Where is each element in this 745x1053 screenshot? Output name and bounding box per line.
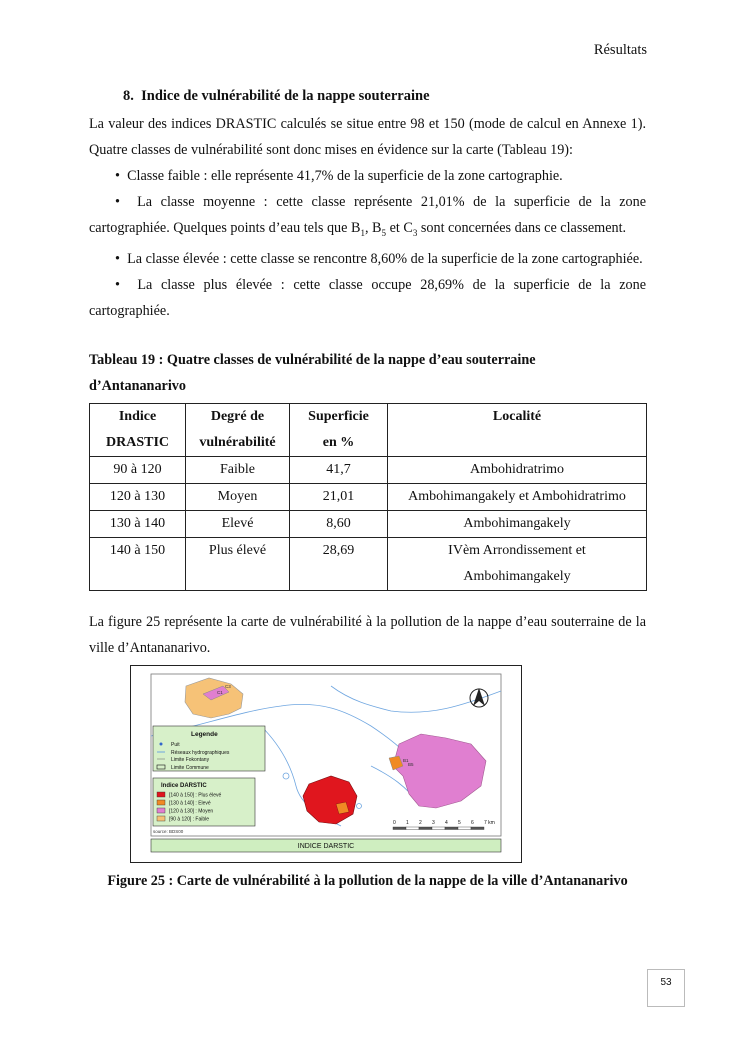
bullet-dot-icon: •	[115, 276, 138, 293]
index-item: [120 à 130] : Moyen	[169, 808, 214, 815]
legend-item: Puit	[171, 742, 180, 748]
cell-degre: Plus élevé	[186, 538, 290, 591]
scale-label: 2	[419, 820, 422, 826]
figure-intro-paragraph: La figure 25 représente la carte de vulnérabilité à la pollution de la nappe d’eau souterraine de la ville d’Antananarivo.	[89, 614, 646, 656]
cell-localite: Ambohidratrimo	[388, 457, 647, 484]
subscript: 5	[381, 227, 387, 238]
bullet-item-moyenne	[89, 189, 646, 246]
cell-superficie: 41,7	[290, 457, 388, 484]
index-swatch	[157, 816, 165, 821]
bullet-text: , B	[364, 220, 382, 236]
scale-segment	[406, 827, 419, 830]
scale-label: 4	[445, 820, 448, 826]
table-caption: Tableau 19 : Quatre classes de vulnérabilité de la nappe d’eau souterraine d’Antananarivo	[89, 352, 536, 394]
cell-superficie: 28,69	[290, 538, 388, 591]
index-item: [140 à 150] : Plus élevé	[169, 792, 222, 799]
legend-item: Limite Commune	[171, 765, 209, 771]
scale-segment	[432, 827, 445, 830]
index-swatch	[157, 792, 165, 797]
page-number: 53	[647, 969, 685, 1007]
col-header-indice: Indice DRASTIC	[90, 404, 186, 457]
table-row	[90, 511, 647, 538]
cell-localite: IVèm Arrondissement et Ambohimangakely	[388, 538, 647, 591]
bullet-text: La classe plus élevée : cette classe occupe 28,69% de la superficie de la zone cartographiée.	[89, 276, 646, 319]
well-label: B1	[403, 758, 409, 763]
scale-label: 7 km	[484, 820, 495, 826]
bullet-text: Classe faible : elle représente 41,7% de la superficie de la zone cartographie.	[127, 168, 563, 184]
legend-item: Limite Fokontany	[171, 757, 210, 763]
bullet-dot-icon: •	[115, 250, 128, 267]
section-heading	[123, 88, 430, 105]
table-row	[90, 484, 647, 511]
subscript: 3	[412, 227, 418, 238]
bullet-dot-icon: •	[115, 194, 138, 210]
bullet-text: La classe moyenne : cette classe représente 21,01% de la superficie de la zone cartographiée. Quelques points d’eau tels que B	[89, 194, 647, 236]
bullet-text: sont concernées dans ce classement.	[417, 220, 627, 236]
scale-label: 5	[458, 820, 461, 826]
map-svg	[131, 666, 521, 862]
table-row	[90, 538, 647, 591]
vulnerability-map	[130, 665, 522, 863]
cell-degre: Elevé	[186, 511, 290, 538]
cell-indice: 130 à 140	[90, 511, 186, 538]
vulnerability-table	[89, 403, 647, 591]
scale-label: 3	[432, 820, 435, 826]
table-row	[90, 457, 647, 484]
cell-indice: 90 à 120	[90, 457, 186, 484]
table-header-row	[90, 404, 647, 457]
cell-degre: Moyen	[186, 484, 290, 511]
cell-localite: Ambohimangakely	[388, 511, 647, 538]
cell-degre: Faible	[186, 457, 290, 484]
scale-label: 6	[471, 820, 474, 826]
scale-segment	[445, 827, 458, 830]
index-legend-title: Indice DARSTIC	[161, 783, 207, 789]
cell-superficie: 8,60	[290, 511, 388, 538]
scale-label: 1	[406, 820, 409, 826]
bullet-dot-icon: •	[115, 168, 128, 184]
scale-segment	[419, 827, 432, 830]
index-item: [90 à 120] : Faible	[169, 816, 210, 823]
bullet-text: et C	[386, 220, 413, 236]
figure-caption: Figure 25 : Carte de vulnérabilité à la pollution de la nappe de la ville d’Antananarivo	[107, 873, 628, 889]
scale-segment	[393, 827, 406, 830]
index-item: [130 à 140] : Elevé	[169, 800, 211, 807]
legend-title: Legende	[191, 731, 218, 738]
bullet-item-plus-elevee	[89, 272, 646, 324]
section-number: 8.	[123, 88, 134, 104]
section-title: Indice de vulnérabilité de la nappe souterraine	[141, 88, 430, 104]
bullet-item-faible	[89, 163, 646, 189]
scale-segment	[471, 827, 484, 830]
cell-indice: 120 à 130	[90, 484, 186, 511]
intro-paragraph: La valeur des indices DRASTIC calculés se situe entre 98 et 150 (mode de calcul en Annexe 1). Quatre classes de vulnérabilité sont donc mises en évidence sur la carte (Tableau 19):	[89, 116, 646, 158]
map-source: source: BDS00	[153, 829, 184, 834]
well-label: C3	[225, 684, 231, 689]
col-header-localite: Localité	[388, 404, 647, 457]
col-header-degre: Degré de vulnérabilité	[186, 404, 290, 457]
bullet-text: La classe élevée : cette classe se rencontre 8,60% de la superficie de la zone cartographiée.	[127, 250, 643, 267]
bullet-list	[89, 163, 646, 324]
scale-segment	[458, 827, 471, 830]
index-swatch	[157, 808, 165, 813]
index-swatch	[157, 800, 165, 805]
running-header: Résultats	[593, 42, 647, 58]
well-label: B5	[408, 762, 414, 767]
bullet-item-elevee	[89, 246, 646, 272]
cell-indice: 140 à 150	[90, 538, 186, 591]
scale-label: 0	[393, 820, 396, 826]
cell-localite: Ambohimangakely et Ambohidratrimo	[388, 484, 647, 511]
col-header-superficie: Superficie en %	[290, 404, 388, 457]
legend-item: Réseaux hydrographiques	[171, 750, 230, 756]
well-label: C1	[217, 690, 223, 695]
subscript: 1	[360, 227, 365, 238]
map-banner-text: INDICE DARSTIC	[297, 843, 355, 850]
cell-superficie: 21,01	[290, 484, 388, 511]
